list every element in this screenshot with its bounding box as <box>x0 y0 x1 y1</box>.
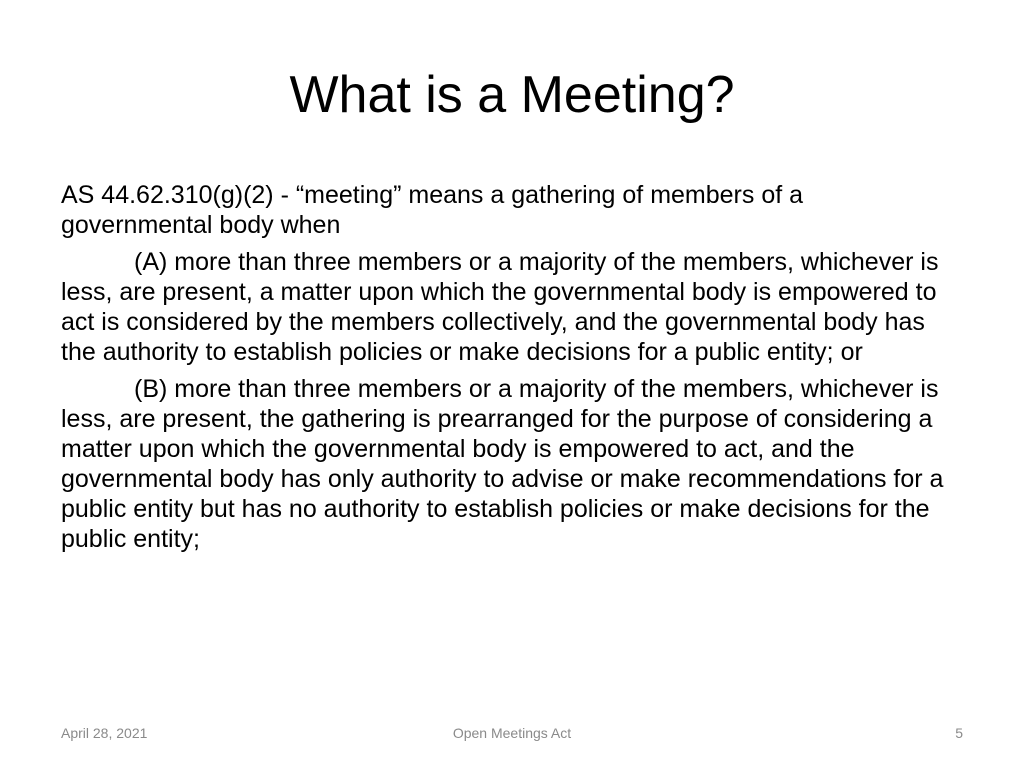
slide-body <box>61 180 961 561</box>
clause-a: (A) more than three members or a majority of the members, whichever is less, are present, a matter upon which the governmental body is empowered to act is considered by the members collectively, and the governmental body has the authority to establish policies or make decisions for a public entity; or <box>61 248 939 366</box>
slide-title: What is a Meeting? <box>289 66 735 124</box>
footer-title: Open Meetings Act <box>452 725 572 741</box>
clause-b: (B) more than three members or a majority of the members, whichever is less, are present, the gathering is prearranged for the purpose of considering a matter upon which the governmental body is empowered to act, and the governmental body has only authority to advise or make recommendations for a public entity but has no authority to establish policies or make decisions for the public entity; <box>61 375 944 553</box>
slide-number: 5 <box>955 725 963 741</box>
definition-intro: AS 44.62.310(g)(2) - “meeting” means a gathering of members of a governmental body when <box>61 181 804 239</box>
footer-date: April 28, 2021 <box>61 725 148 741</box>
